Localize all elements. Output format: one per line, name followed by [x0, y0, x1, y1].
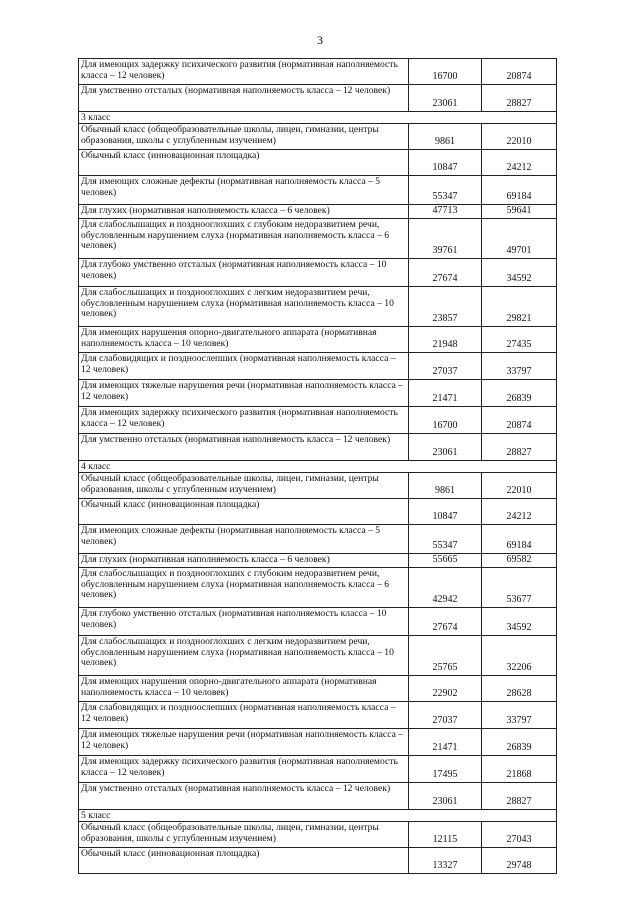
table-row: [79, 434, 557, 461]
value-1-cell: 21471: [409, 729, 482, 756]
table-row: [79, 219, 557, 259]
class-type-cell: Для умственно отсталых (нормативная наполняемость класса – 12 человек): [79, 434, 409, 461]
value-1-cell: 23061: [409, 434, 482, 461]
value-1-cell: 9861: [409, 473, 482, 499]
value-2-cell: 32206: [482, 636, 557, 676]
class-type-cell: Для слабослышащих и позднооглохших с глубоким недоразвитием речи, обусловленным нарушением слуха (нормативная наполняемость класса – 6 человек): [79, 219, 409, 259]
section-header-row: [79, 810, 557, 822]
value-2-cell: 29748: [482, 848, 557, 874]
value-1-cell: 13327: [409, 848, 482, 874]
class-type-cell: Для слабослышащих и позднооглохших с легким недоразвитием речи, обусловленным нарушением слуха (нормативная наполняемость класса – 10 человек): [79, 287, 409, 327]
section-label: 3 класс: [79, 112, 557, 124]
class-type-cell: Обычный класс (инновационная площадка): [79, 848, 409, 874]
value-1-cell: 55347: [409, 525, 482, 554]
value-2-cell: 53677: [482, 568, 557, 608]
value-1-cell: 10847: [409, 499, 482, 525]
table-row: [79, 608, 557, 636]
value-2-cell: 20874: [482, 407, 557, 434]
value-2-cell: 24212: [482, 499, 557, 525]
value-2-cell: 33797: [482, 702, 557, 729]
value-1-cell: 21471: [409, 380, 482, 407]
class-type-cell: Обычный класс (общеобразовательные школы, лицеи, гимназии, центры образования, школы с углубленным изучением): [79, 124, 409, 150]
value-2-cell: 22010: [482, 124, 557, 150]
value-2-cell: 69582: [482, 554, 557, 568]
value-1-cell: 9861: [409, 124, 482, 150]
value-2-cell: 28827: [482, 85, 557, 112]
table-row: [79, 636, 557, 676]
table-row: [79, 380, 557, 407]
value-2-cell: 27435: [482, 327, 557, 353]
table-row: [79, 176, 557, 205]
value-1-cell: 21948: [409, 327, 482, 353]
class-type-cell: Для слабослышащих и позднооглохших с глубоким недоразвитием речи, обусловленным нарушением слуха (нормативная наполняемость класса – 6 человек): [79, 568, 409, 608]
value-1-cell: 23061: [409, 85, 482, 112]
value-1-cell: 27037: [409, 702, 482, 729]
table-row: [79, 783, 557, 810]
table-row: [79, 525, 557, 554]
table-row: [79, 59, 557, 85]
value-2-cell: 24212: [482, 150, 557, 176]
class-type-cell: Для имеющих задержку психического развития (нормативная наполняемость класса – 12 человек): [79, 407, 409, 434]
table-row: [79, 848, 557, 874]
class-type-cell: Для имеющих задержку психического развития (нормативная наполняемость класса – 12 человек): [79, 59, 409, 85]
class-type-cell: Для глубоко умственно отсталых (нормативная наполняемость класса – 10 человек): [79, 259, 409, 287]
value-1-cell: 16700: [409, 407, 482, 434]
value-1-cell: 27037: [409, 353, 482, 380]
value-1-cell: 27674: [409, 259, 482, 287]
class-type-cell: Для имеющих задержку психического развития (нормативная наполняемость класса – 12 человек): [79, 756, 409, 783]
value-2-cell: 28628: [482, 676, 557, 702]
table-row: [79, 353, 557, 380]
value-2-cell: 27043: [482, 822, 557, 848]
value-2-cell: 28827: [482, 783, 557, 810]
table-row: [79, 150, 557, 176]
value-2-cell: 34592: [482, 259, 557, 287]
cost-table: [78, 58, 557, 874]
value-2-cell: 26839: [482, 380, 557, 407]
value-2-cell: 29821: [482, 287, 557, 327]
class-type-cell: Для глухих (нормативная наполняемость класса – 6 человек): [79, 205, 409, 219]
value-1-cell: 42942: [409, 568, 482, 608]
value-2-cell: 20874: [482, 59, 557, 85]
table-row: [79, 676, 557, 702]
class-type-cell: Для слабовидящих и поздноослепших (нормативная наполняемость класса – 12 человек): [79, 353, 409, 380]
value-2-cell: 69184: [482, 525, 557, 554]
table-row: [79, 702, 557, 729]
table-row: [79, 473, 557, 499]
value-1-cell: 16700: [409, 59, 482, 85]
value-2-cell: 22010: [482, 473, 557, 499]
table-row: [79, 287, 557, 327]
table-row: [79, 554, 557, 568]
value-2-cell: 59641: [482, 205, 557, 219]
section-label: 4 класс: [79, 461, 557, 473]
class-type-cell: Для умственно отсталых (нормативная наполняемость класса – 12 человек): [79, 783, 409, 810]
value-1-cell: 23857: [409, 287, 482, 327]
table-row: [79, 205, 557, 219]
table-row: [79, 729, 557, 756]
value-2-cell: 69184: [482, 176, 557, 205]
table-row: [79, 407, 557, 434]
class-type-cell: Для имеющих нарушения опорно-двигательного аппарата (нормативная наполняемость класса – 10 человек): [79, 327, 409, 353]
page-number: 3: [317, 33, 323, 47]
class-type-cell: Обычный класс (инновационная площадка): [79, 499, 409, 525]
table-row: [79, 499, 557, 525]
class-type-cell: Для имеющих сложные дефекты (нормативная наполняемость класса – 5 человек): [79, 525, 409, 554]
value-1-cell: 23061: [409, 783, 482, 810]
value-1-cell: 12115: [409, 822, 482, 848]
value-2-cell: 49701: [482, 219, 557, 259]
class-type-cell: Для глухих (нормативная наполняемость класса – 6 человек): [79, 554, 409, 568]
class-type-cell: Для глубоко умственно отсталых (нормативная наполняемость класса – 10 человек): [79, 608, 409, 636]
value-1-cell: 22902: [409, 676, 482, 702]
table-row: [79, 756, 557, 783]
value-1-cell: 25765: [409, 636, 482, 676]
value-1-cell: 55665: [409, 554, 482, 568]
value-1-cell: 17495: [409, 756, 482, 783]
class-type-cell: Для слабовидящих и поздноослепших (нормативная наполняемость класса – 12 человек): [79, 702, 409, 729]
value-2-cell: 33797: [482, 353, 557, 380]
value-1-cell: 39761: [409, 219, 482, 259]
value-2-cell: 21868: [482, 756, 557, 783]
class-type-cell: Для умственно отсталых (нормативная наполняемость класса – 12 человек): [79, 85, 409, 112]
class-type-cell: Для имеющих тяжелые нарушения речи (нормативная наполняемость класса – 12 человек): [79, 729, 409, 756]
class-type-cell: Для имеющих тяжелые нарушения речи (нормативная наполняемость класса – 12 человек): [79, 380, 409, 407]
value-2-cell: 28827: [482, 434, 557, 461]
value-2-cell: 34592: [482, 608, 557, 636]
section-header-row: [79, 112, 557, 124]
table-row: [79, 568, 557, 608]
class-type-cell: Обычный класс (общеобразовательные школы, лицеи, гимназии, центры образования, школы с углубленным изучением): [79, 473, 409, 499]
value-1-cell: 47713: [409, 205, 482, 219]
class-type-cell: Для имеющих нарушения опорно-двигательного аппарата (нормативная наполняемость класса – 10 человек): [79, 676, 409, 702]
class-type-cell: Для имеющих сложные дефекты (нормативная наполняемость класса – 5 человек): [79, 176, 409, 205]
table-row: [79, 124, 557, 150]
section-label: 5 класс: [79, 810, 557, 822]
value-1-cell: 10847: [409, 150, 482, 176]
table-row: [79, 85, 557, 112]
class-type-cell: Для слабослышащих и позднооглохших с легким недоразвитием речи, обусловленным нарушением слуха (нормативная наполняемость класса – 10 человек): [79, 636, 409, 676]
value-2-cell: 26839: [482, 729, 557, 756]
class-type-cell: Обычный класс (инновационная площадка): [79, 150, 409, 176]
section-header-row: [79, 461, 557, 473]
table-row: [79, 259, 557, 287]
table-row: [79, 327, 557, 353]
value-1-cell: 27674: [409, 608, 482, 636]
class-type-cell: Обычный класс (общеобразовательные школы, лицеи, гимназии, центры образования, школы с углубленным изучением): [79, 822, 409, 848]
table-row: [79, 822, 557, 848]
cost-table-body: [79, 59, 557, 874]
value-1-cell: 55347: [409, 176, 482, 205]
